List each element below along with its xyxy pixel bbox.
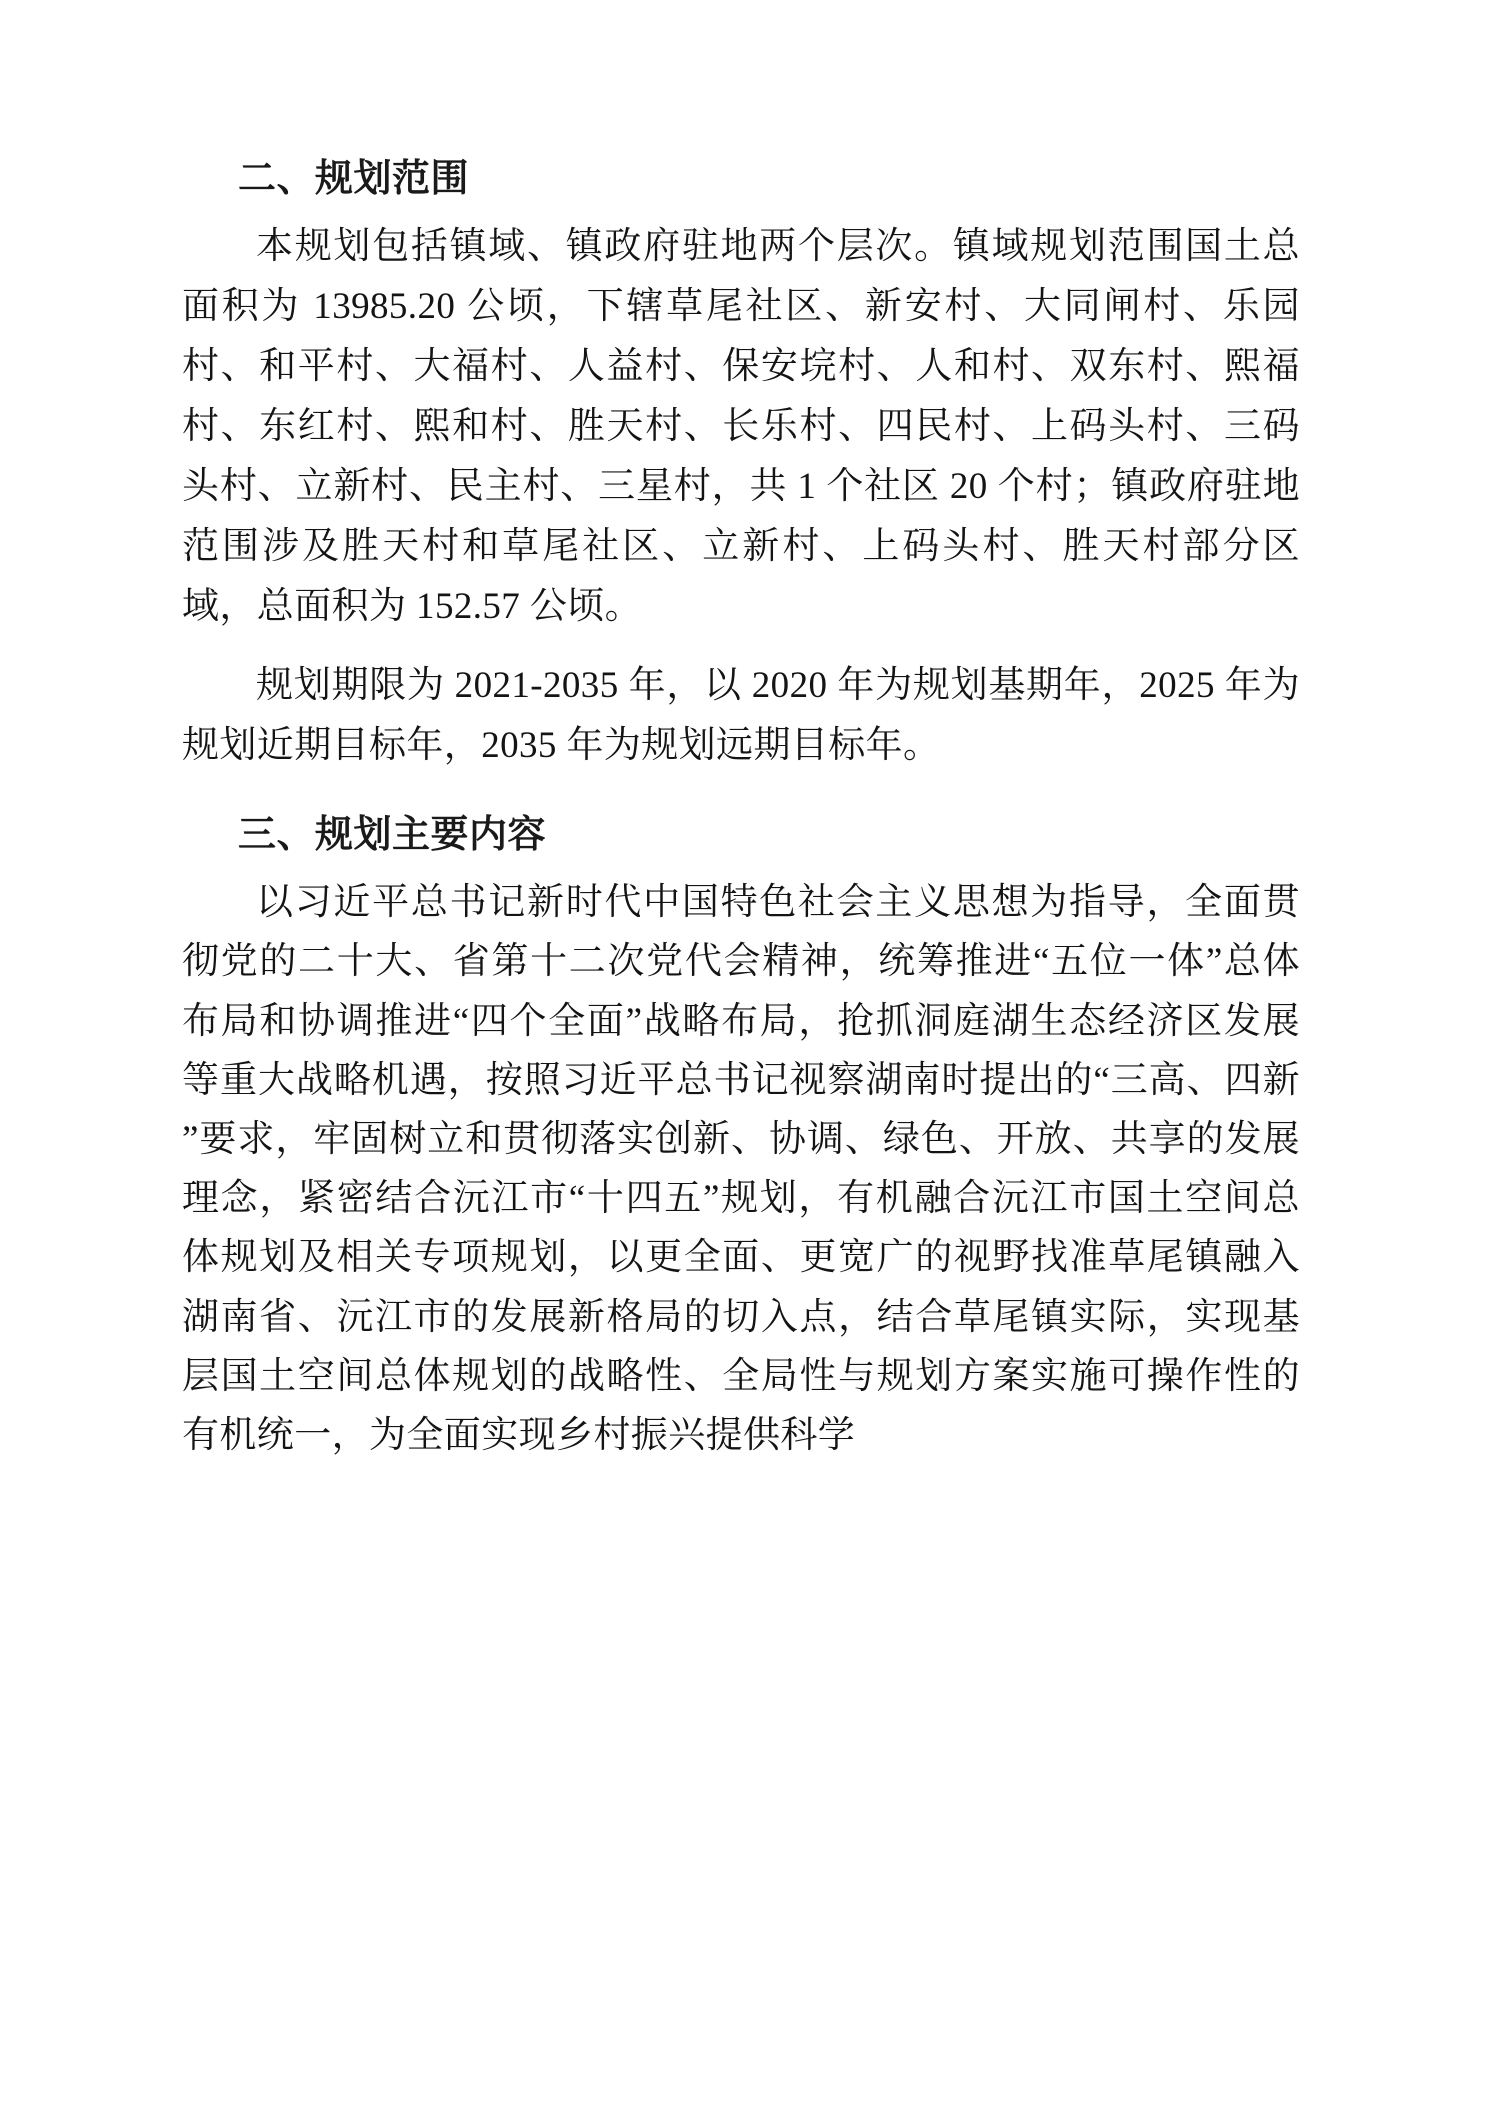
section-spacer [182,782,1300,806]
section-heading-main-content: 三、规划主要内容 [238,814,547,857]
paragraph-main-content-guidance: 以习近平总书记新时代中国特色社会主义思想为指导，全面贯彻党的二十大、省第十二次党代会精神，统筹推进“五位一体”总体布局和协调推进“四个全面”战略布局，抢抓洞庭湖生态经济区发展等重大战略机遇，按照习近平总书记视察湖南时提出的“三高、四新 ”要求，牢固树立和贯彻落实创新、协调、绿色、开放、共享的发展理念，紧密结合沅江市“十四五”规划，有机融合沅江市国土空间总体规划及相关专项规划，以更全面、更宽广的视野找准草尾镇融入湖南省、沅江市的发展新格局的切入点，结合草尾镇实际，实现基层国土空间总体规划的战略性、全局性与规划方案实施可操作性的有机统一，为全面实现乡村振兴提供科学 [182,882,1300,1456]
section-heading-planning-scope: 二、规划范围 [238,158,470,200]
paragraph-planning-period: 规划期限为 2021-2035 年，以 2020 年为规划基期年，2025 年为规划近期目标年，2035 年为规划远期目标年。 [182,665,1300,767]
document-body [182,150,1300,1471]
paragraph-spacer [182,642,1300,656]
paragraph-planning-scope-area: 本规划包括镇域、镇政府驻地两个层次。镇域规划范围国土总面积为 13985.20 公顷，下辖草尾社区、新安村、大同闸村、乐园村、和平村、大福村、人益村、保安垸村、人和村、双东村、熙福村、东红村、熙和村、胜天村、长乐村、四民村、上码头村、三码头村、立新村、民主村、三星村，共 1 个社区 20 个村；镇政府驻地范围涉及胜天村和草尾社区、立新村、上码头村、胜天村部分区域，总面积为 152.57 公顷。 [182,225,1300,627]
